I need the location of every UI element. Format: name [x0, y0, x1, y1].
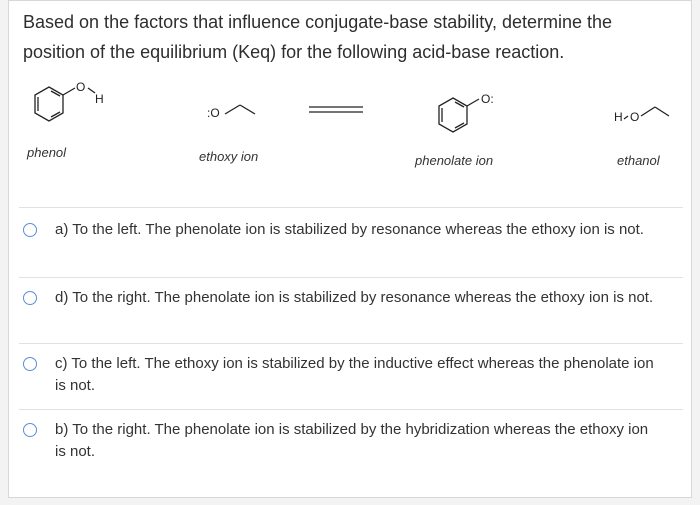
option-a-text: a) To the left. The phenolate ion is stabilized by resonance whereas the ethoxy ion is not. — [55, 221, 644, 238]
option-c-text: c) To the left. The ethoxy ion is stabilized by the inductive effect whereas the phenolate ion is not. — [55, 355, 654, 394]
phenolate-label: phenolate ion — [415, 153, 494, 168]
divider — [19, 207, 683, 208]
option-b[interactable] — [23, 419, 663, 463]
divider — [19, 343, 683, 344]
option-a[interactable] — [23, 219, 663, 241]
question-text: Based on the factors that influence conjugate-base stability, determine the position of the equilibrium (Keq) for the following acid-base reaction. — [23, 12, 613, 62]
ethanol-o-atom: O — [630, 110, 640, 124]
reaction-diagram — [9, 69, 693, 179]
ethoxy-label: ethoxy ion — [199, 149, 259, 164]
question-card — [8, 0, 692, 498]
option-d-text: d) To the right. The phenolate ion is stabilized by resonance whereas the ethoxy ion is not. — [55, 289, 654, 306]
phenolate-o-atom: O: — [481, 92, 494, 106]
phenolate-ring — [439, 98, 467, 132]
option-c[interactable] — [23, 353, 663, 397]
reaction-scheme — [9, 69, 693, 179]
option-b-text: b) To the right. The phenolate ion is stabilized by the hybridization whereas the ethoxy ion is not. — [55, 421, 649, 460]
option-d[interactable] — [23, 287, 663, 309]
radio-b[interactable] — [23, 423, 37, 437]
phenol-label: phenol — [27, 145, 67, 160]
radio-a[interactable] — [23, 223, 37, 237]
divider — [19, 409, 683, 410]
ethanol-label: ethanol — [617, 153, 660, 168]
divider — [19, 277, 683, 278]
phenol-ring — [35, 87, 63, 121]
phenol-o-atom: O — [76, 80, 86, 94]
ethanol-h-atom: H — [614, 110, 623, 124]
phenol-h-atom: H — [95, 92, 104, 106]
radio-c[interactable] — [23, 357, 37, 371]
ethoxy-o-atom: :O — [207, 106, 220, 120]
radio-d[interactable] — [23, 291, 37, 305]
